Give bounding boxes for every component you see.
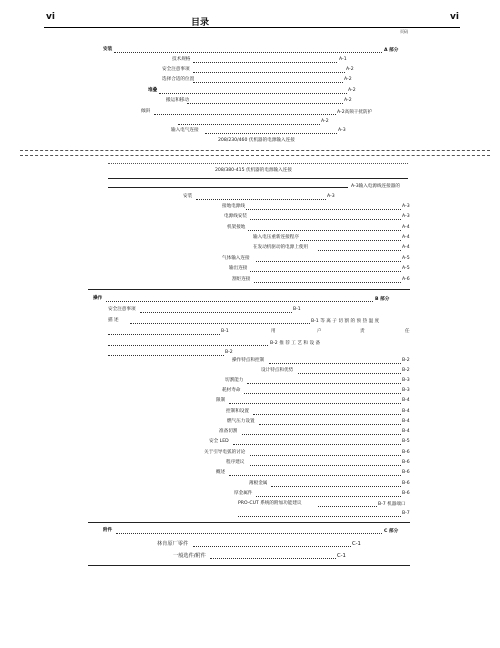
page-ref: B-1 等 离 子 切 割 的 预 热 温 度: [311, 319, 380, 324]
page-ref: A-6: [402, 277, 410, 282]
rule: [108, 187, 348, 188]
page-ref: A-3: [338, 128, 346, 133]
dot-leader: [244, 393, 401, 394]
toc-entry: 在发动机驱动的电源上使用: [253, 245, 309, 250]
page-ref: A-2: [346, 67, 354, 72]
toc-text: 责: [360, 329, 365, 334]
toc-entry: 输出连接: [229, 266, 248, 271]
page-ref: A-3: [327, 194, 335, 199]
toc-entry: 薄板金属: [249, 481, 268, 486]
dot-leader: [246, 209, 401, 210]
page-ref: B-4: [402, 419, 410, 424]
toc-text: 任: [405, 329, 410, 334]
dot-leader: [256, 261, 401, 262]
dot-leader: [178, 124, 320, 125]
dot-leader: [242, 434, 401, 435]
toc-entry: 接地电源线: [222, 204, 245, 209]
dot-leader: [229, 403, 401, 404]
toc-entry: 程序建议: [226, 460, 245, 465]
toc-entry: 准备切割: [219, 429, 238, 434]
page-ref: B-2: [225, 350, 233, 355]
toc-text: 用: [271, 329, 276, 334]
dot-leader: [247, 383, 401, 384]
toc-entry: 林肯原厂零件: [157, 541, 189, 547]
toc-entry: 倾斜: [141, 109, 151, 114]
page-ref: B-6: [402, 450, 410, 455]
dot-leader: [250, 465, 401, 466]
page-number-right: vi: [450, 12, 459, 22]
toc-entry: 关于引导电弧的讨论: [204, 450, 246, 455]
rule: [88, 565, 410, 566]
page-ref: B-1: [293, 307, 301, 312]
page-ref: C 部分: [384, 529, 399, 534]
dot-leader: [187, 103, 343, 104]
toc-entry: 安全注意事项: [162, 67, 190, 72]
dot-leader: [254, 282, 401, 283]
dot-leader: [193, 82, 343, 83]
page-ref: A-3输入电源线连接器的: [351, 184, 400, 189]
toc-section-a: 安装: [103, 47, 113, 52]
page-ref: B-6: [402, 470, 410, 475]
toc-entry: 机架接地: [227, 225, 246, 230]
page-ref: A-2: [348, 88, 356, 93]
page-ref: A-4: [402, 225, 410, 230]
toc-entry: 选择合适的位置: [162, 77, 195, 82]
dot-leader: [238, 516, 401, 517]
dot-leader: [269, 363, 401, 364]
page-ref: A-4: [402, 235, 410, 240]
dot-leader: [318, 506, 377, 507]
toc-entry: 耗材寿命: [222, 388, 241, 393]
toc-entry: 技术规格: [172, 57, 191, 62]
toc-title: 目录: [191, 18, 210, 28]
dot-leader: [229, 475, 401, 476]
dot-leader: [193, 546, 351, 547]
dot-leader: [250, 219, 401, 220]
page-ref: B-4: [402, 429, 410, 434]
toc-entry: 电源线安装: [224, 214, 247, 219]
page-ref: B-5: [402, 439, 410, 444]
toc-section-b: 操作: [93, 296, 103, 301]
toc-entry: 切割能力: [225, 378, 244, 383]
page-ref: B-1: [221, 329, 229, 334]
page-ref: B-4: [402, 409, 410, 414]
page-ref: A-2: [344, 98, 352, 103]
page-ref: A-3: [402, 204, 410, 209]
dot-leader: [193, 62, 337, 63]
dot-leader: [210, 558, 336, 559]
dot-leader: [256, 496, 401, 497]
dot-leader: [154, 114, 336, 115]
toc-entry: 厚金属件: [234, 491, 253, 496]
page-ref: A-2高频干扰防护: [337, 110, 373, 115]
rule: [88, 522, 410, 523]
page-column-label: 页码: [400, 29, 408, 34]
toc-section-c: 附件: [103, 528, 113, 533]
page-ref: B-6: [402, 460, 410, 465]
dot-leader: [108, 355, 224, 356]
page-ref: A-2: [321, 119, 329, 124]
toc-entry: 概述: [216, 470, 226, 475]
toc-entry: 描 述: [108, 318, 119, 323]
dot-leader: [300, 240, 401, 241]
dot-leader: [159, 93, 347, 94]
page-ref: B-6: [402, 481, 410, 486]
dot-leader: [253, 414, 401, 415]
dot-leader: [259, 424, 401, 425]
toc-entry: 208/230/460 伏机器的电源输入连接: [218, 138, 295, 143]
dot-leader: [318, 250, 401, 251]
dot-leader: [250, 271, 401, 272]
dot-leader: [106, 301, 373, 302]
toc-text: 户: [317, 329, 322, 334]
page-ref: B 部分: [375, 297, 390, 302]
page-ref: B-7: [402, 511, 410, 516]
page-ref: A-3: [402, 214, 410, 219]
toc-entry: 安装: [183, 194, 193, 199]
dot-leader: [114, 52, 382, 53]
dot-leader: [108, 334, 220, 335]
dot-leader: [130, 323, 310, 324]
dot-leader: [140, 312, 292, 313]
rule: [88, 289, 410, 290]
page-ref: C-1: [337, 553, 346, 559]
page-ref: B-2: [402, 358, 410, 363]
toc-entry: 搬运和移动: [166, 98, 189, 103]
section-divider: [20, 155, 490, 156]
page-ref: B-3: [402, 378, 410, 383]
dot-leader: [233, 444, 401, 445]
page-ref: A-1: [339, 57, 347, 62]
page-ref: B-2 推 荐 工 艺 和 设 备: [270, 341, 321, 346]
dot-leader: [196, 199, 326, 200]
dot-leader: [108, 345, 268, 346]
dot-leader: [116, 533, 382, 534]
toc-entry: 限制: [216, 398, 226, 403]
toc-entry: 输入电压重新连接程序: [253, 235, 299, 240]
dot-leader: [193, 72, 345, 73]
section-divider: [108, 163, 408, 164]
toc-entry: 安全 LED: [209, 439, 229, 444]
page-ref: B-4: [402, 398, 410, 403]
toc-entry: 割炬连接: [232, 277, 251, 282]
page-ref: A-5: [402, 256, 410, 261]
toc-entry: 安全注意事项: [108, 307, 136, 312]
page-ref: C-1: [352, 541, 361, 547]
dot-leader: [248, 230, 401, 231]
toc-entry: 控制和设置: [226, 409, 249, 414]
toc-entry: 操作特点和控制: [232, 358, 265, 363]
page-ref: B-2: [402, 368, 410, 373]
toc-entry: 设计特点和优势: [261, 368, 294, 373]
dot-leader: [250, 455, 401, 456]
toc-entry: 208/380-415 伏机器的电源输入连接: [215, 168, 292, 173]
toc-entry: 一般选件/附件: [173, 553, 206, 559]
header-rule: [44, 27, 460, 28]
dot-leader: [271, 486, 401, 487]
page-ref: B-6: [402, 491, 410, 496]
dot-leader: [205, 133, 337, 134]
page-ref: B-3: [402, 388, 410, 393]
page-ref: A-4: [402, 245, 410, 250]
toc-entry: 燃气压力设置: [227, 419, 255, 424]
toc-entry: PRO-CUT 系统的附加功能建议: [238, 501, 302, 506]
toc-entry: 堆叠: [148, 88, 158, 93]
toc-entry: 输入电气连接: [171, 128, 199, 133]
page-ref: A-2: [344, 77, 352, 82]
page-ref: A 部分: [384, 48, 399, 53]
page-number-left: vi: [46, 12, 55, 22]
rule: [108, 178, 408, 179]
page-ref: A-5: [402, 266, 410, 271]
page-ref: B-7 机器端口: [378, 502, 406, 507]
toc-entry: 气体输入连接: [222, 256, 250, 261]
section-divider: [20, 150, 490, 151]
dot-leader: [298, 373, 401, 374]
